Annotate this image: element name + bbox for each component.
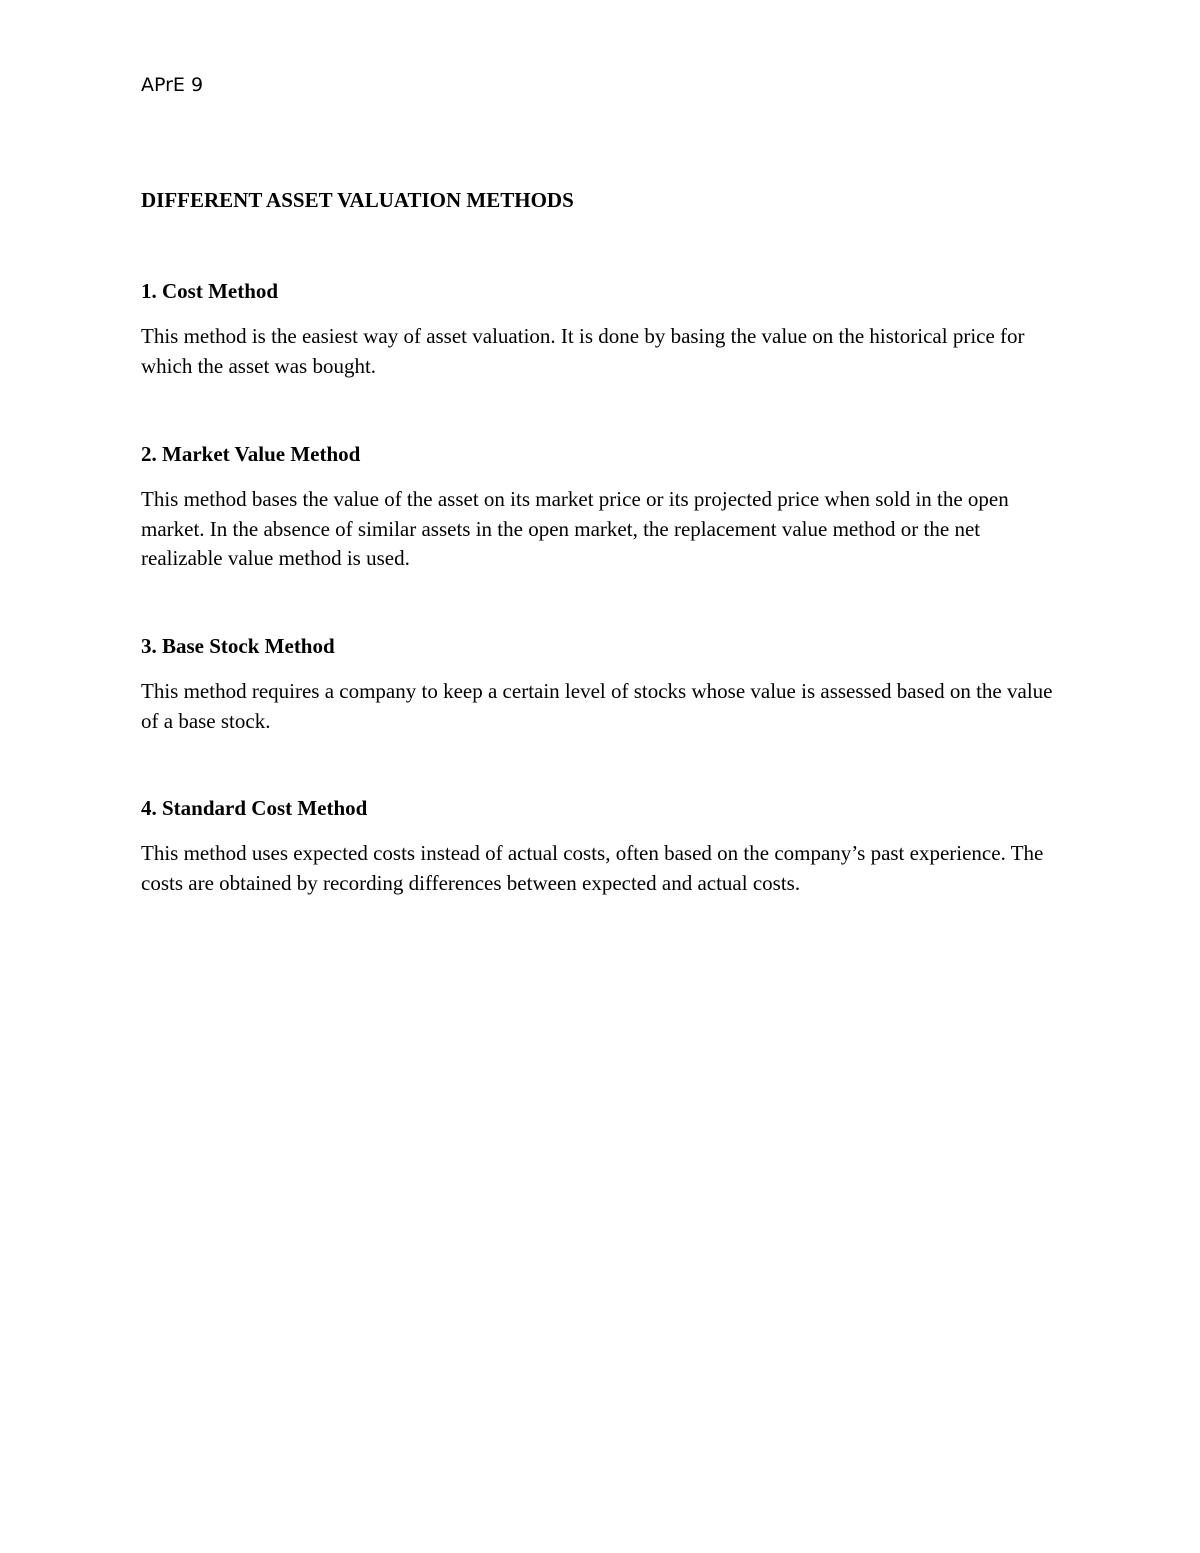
section-cost-method <box>141 277 1061 381</box>
section-heading: 2. Market Value Method <box>141 442 361 466</box>
section-body: This method is the easiest way of asset valuation. It is done by basing the value on the historical price for which the asset was bought. <box>141 324 1025 378</box>
section-standard-cost-method <box>141 794 1061 898</box>
page-header: APrE 9 <box>141 74 204 96</box>
section-heading: 4. Standard Cost Method <box>141 796 368 820</box>
section-base-stock-method <box>141 632 1061 736</box>
section-market-value-method <box>141 440 1061 574</box>
section-body: This method uses expected costs instead of actual costs, often based on the company’s past experience. The costs are obtained by recording differences between expected and actual costs. <box>141 841 1044 895</box>
section-heading: 3. Base Stock Method <box>141 634 335 658</box>
section-body: This method bases the value of the asset on its market price or its projected price when sold in the open market. In the absence of similar assets in the open market, the replacement value method or the net realizable value method is used. <box>141 487 1009 570</box>
section-body: This method requires a company to keep a certain level of stocks whose value is assessed based on the value of a base stock. <box>141 679 1053 733</box>
document-title: DIFFERENT ASSET VALUATION METHODS <box>141 188 574 212</box>
section-heading: 1. Cost Method <box>141 279 279 303</box>
